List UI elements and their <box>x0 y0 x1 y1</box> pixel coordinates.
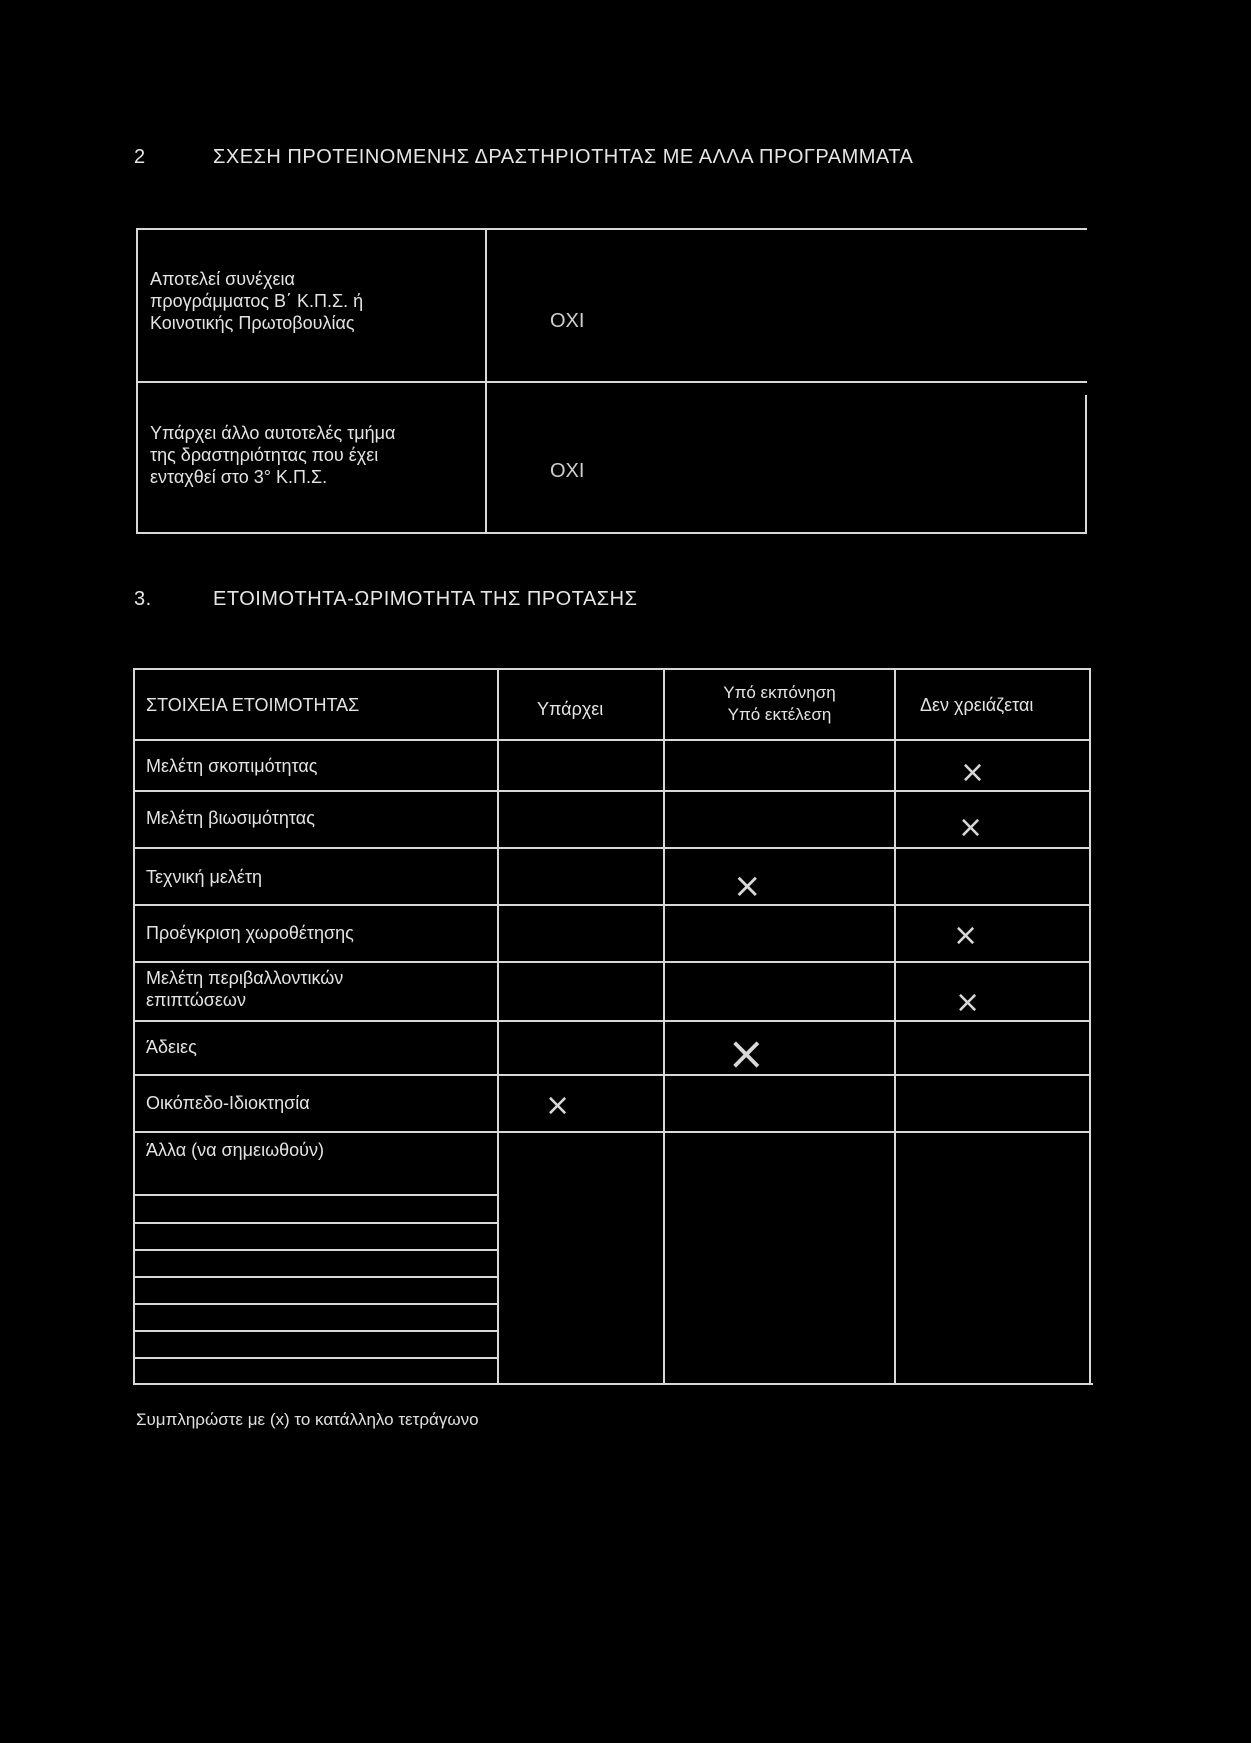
row-label-technical-study: Τεχνική μελέτη <box>146 867 263 887</box>
header-readiness-items: ΣΤΟΙΧΕΙΑ ΕΤΟΙΜΟΤΗΤΑΣ <box>146 695 360 715</box>
section-2-title: ΣΧΕΣΗ ΠΡΟΤΕΙΝΟΜΕΝΗΣ ΔΡΑΣΤΗΡΙΟΤΗΤΑΣ ΜΕ ΑΛΛΑ ΠΡΟΓΡΑΜΜΑΤΑ <box>213 146 914 168</box>
section-3-number: 3. <box>134 588 152 610</box>
relation-row-1-label: Αποτελεί συνέχεια προγράμματος Β΄ Κ.Π.Σ. ή Κοινοτικής Πρωτοβουλίας <box>150 269 364 333</box>
row-label-viability: Μελέτη βιωσιμότητας <box>146 808 315 828</box>
row-label-permits: Άδειες <box>146 1037 197 1057</box>
mark-environmental-impact-not-needed: × <box>955 985 981 1020</box>
relation-row-1-value: ΟΧΙ <box>550 310 585 332</box>
row-label-siting-approval: Προέγκριση χωροθέτησης <box>146 923 354 943</box>
row-label-environmental-impact: Μελέτη περιβαλλοντικών επιπτώσεων <box>146 968 344 1010</box>
section-2-number: 2 <box>134 146 146 168</box>
mark-land-ownership-exists: × <box>545 1088 571 1123</box>
mark-permits-in-progress: × <box>727 1026 766 1080</box>
footnote: Συμπληρώστε με (x) το κατάλληλο τετράγωνο <box>136 1410 479 1429</box>
header-in-progress: Υπό εκπόνηση Υπό εκτέλεση <box>723 683 836 724</box>
section-3-title: ΕΤΟΙΜΟΤΗΤΑ-ΩΡΙΜΟΤΗΤΑ ΤΗΣ ΠΡΟΤΑΣΗΣ <box>213 588 638 610</box>
relation-row-2-label: Υπάρχει άλλο αυτοτελές τμήμα της δραστηριότητας που έχει ενταχθεί στο 3° Κ.Π.Σ. <box>150 423 396 487</box>
mark-siting-approval-not-needed: × <box>953 918 979 953</box>
header-not-needed: Δεν χρειάζεται <box>920 695 1034 715</box>
mark-feasibility-not-needed: × <box>960 755 986 790</box>
row-label-land-ownership: Οικόπεδο-Ιδιοκτησία <box>146 1093 310 1113</box>
relation-row-2-value: ΟΧΙ <box>550 460 585 482</box>
row-label-other: Άλλα (να σημειωθούν) <box>146 1140 324 1160</box>
row-label-feasibility: Μελέτη σκοπιμότητας <box>146 756 318 776</box>
mark-viability-not-needed: × <box>958 810 984 845</box>
mark-technical-study-in-progress: × <box>733 866 762 906</box>
header-exists: Υπάρχει <box>537 699 604 719</box>
